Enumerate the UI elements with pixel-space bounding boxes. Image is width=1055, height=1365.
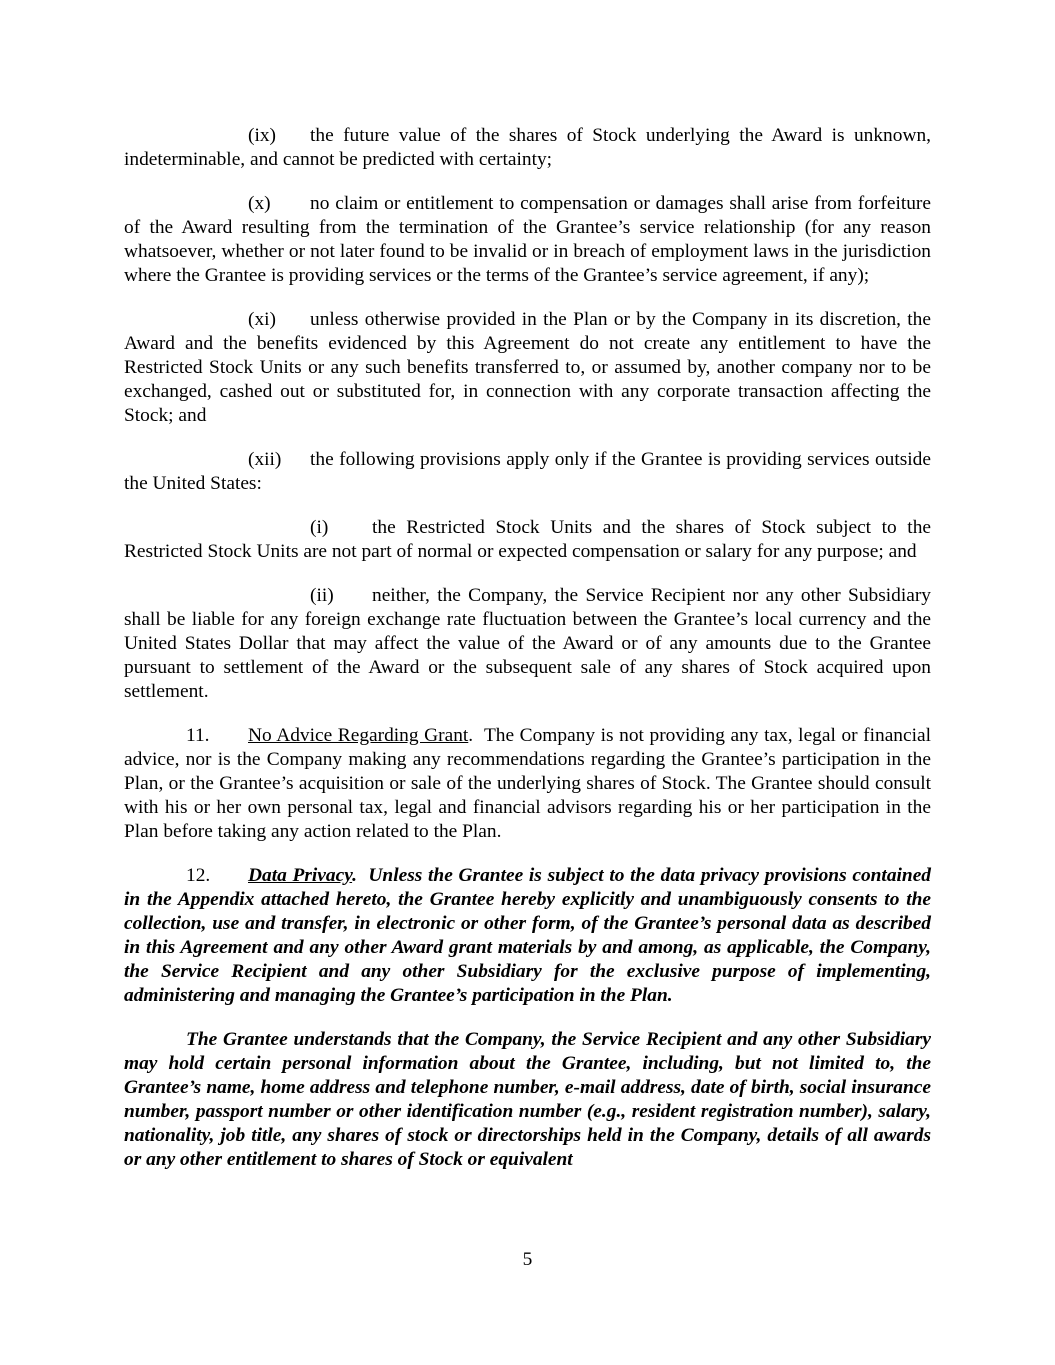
subclause-number: (i)	[310, 517, 329, 538]
clause-number: (xii)	[248, 449, 282, 470]
clause-text: the following provisions apply only if the Grantee is providing services outside the United States:	[124, 449, 931, 494]
clause-text: unless otherwise provided in the Plan or by the Company in its discretion, the Award and the benefits evidenced by this Agreement do not create any entitlement to have the Restricted Stock Units or any such benefits transferred to, or assumed by, another company nor to be exchanged, cashed out or substituted for, in connection with any corporate transaction affecting the Stock; and	[124, 309, 931, 426]
page-number: 5	[522, 1249, 533, 1270]
clause-text: the future value of the shares of Stock underlying the Award is unknown, indeterminable, and cannot be predicted with certainty;	[124, 125, 931, 170]
subclause-ii	[124, 584, 931, 704]
subclause-i	[124, 516, 931, 564]
section-text: Unless the Grantee is subject to the data privacy provisions contained in the Appendix attached hereto, the Grantee hereby explicitly and unambiguously consents to the collection, use and transfer, in electronic or other form, of the Grantee’s personal data as described in this Agreement and any other Award grant materials by and among, as applicable, the Company, the Service Recipient and any other Subsidiary for the exclusive purpose of implementing, administering and managing the Grantee’s participation in the Plan.	[124, 865, 931, 1006]
section-number: 11.	[186, 725, 210, 746]
section-text: The Grantee understands that the Company, the Service Recipient and any other Subsidiary may hold certain personal information about the Grantee, including, but not limited to, the Grantee’s name, home address and telephone number, e-mail address, date of birth, social insurance number, passport number or other identification number (e.g., resident registration number), salary, nationality, job title, any shares of stock or directorships held in the Company, details of all awards or any other entitlement to shares of Stock or equivalent	[124, 1029, 931, 1170]
clause-x	[124, 192, 931, 288]
section-12	[124, 864, 931, 1008]
section-heading: Data Privacy	[248, 865, 353, 886]
clause-ix	[124, 124, 931, 172]
subclause-number: (ii)	[310, 585, 334, 606]
section-12-continued	[124, 1028, 931, 1172]
clause-xii	[124, 448, 931, 496]
clause-xi	[124, 308, 931, 428]
section-heading-punct: .	[352, 865, 357, 886]
subclause-text: neither, the Company, the Service Recipient nor any other Subsidiary shall be liable for any foreign exchange rate fluctuation between the Grantee’s local currency and the United States Dollar that may affect the value of the Award or of any amounts due to the Grantee pursuant to settlement of the Award or the subsequent sale of any shares of Stock acquired upon settlement.	[124, 585, 931, 702]
clause-number: (ix)	[248, 125, 276, 146]
section-heading: No Advice Regarding Grant	[248, 725, 469, 746]
section-number: 12.	[186, 865, 211, 886]
section-heading-punct: .	[468, 725, 474, 746]
section-text: The Company is not providing any tax, legal or financial advice, nor is the Company making any recommendations regarding the Grantee’s participation in the Plan, or the Grantee’s acquisition or sale of the underlying shares of Stock. The Grantee should consult with his or her own personal tax, legal and financial advisors regarding his or her participation in the Plan before taking any action related to the Plan.	[124, 725, 931, 842]
section-11	[124, 724, 931, 844]
subclause-text: the Restricted Stock Units and the shares of Stock subject to the Restricted Stock Units are not part of normal or expected compensation or salary for any purpose; and	[124, 517, 931, 562]
clause-number: (xi)	[248, 309, 276, 330]
clause-text: no claim or entitlement to compensation or damages shall arise from forfeiture of the Award resulting from the termination of the Grantee’s service relationship (for any reason whatsoever, whether or not later found to be invalid or in breach of employment laws in the jurisdiction where the Grantee is providing services or the terms of the Grantee’s service agreement, if any);	[124, 193, 931, 286]
document-page	[124, 124, 931, 1192]
clause-number: (x)	[248, 193, 271, 214]
